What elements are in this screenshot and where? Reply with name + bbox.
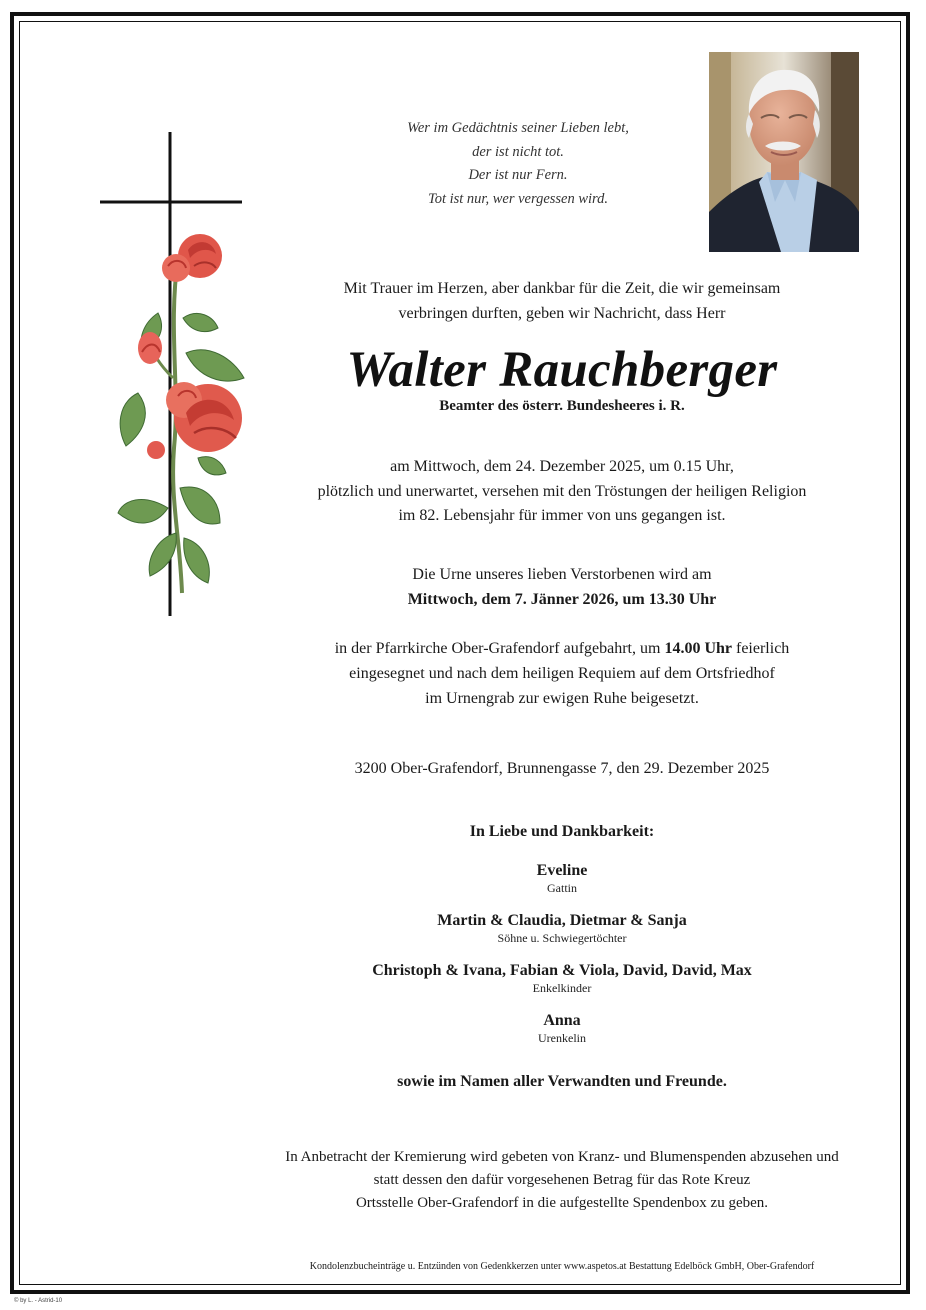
family-relation: Gattin	[547, 881, 577, 895]
donation-line: In Anbetracht der Kremierung wird gebeten von Kranz- und Blumenspenden abzusehen und	[285, 1149, 839, 1165]
poem-line: Wer im Gedächtnis seiner Lieben lebt,	[407, 120, 629, 136]
church-line-1	[262, 636, 862, 661]
deceased-name: Walter Rauchberger	[346, 342, 778, 398]
death-line: im 82. Lebensjahr für immer von uns gegangen ist.	[398, 507, 726, 524]
family-relation: Urenkelin	[538, 1031, 586, 1045]
love-heading: In Liebe und Dankbarkeit:	[469, 823, 655, 840]
poem-line: der ist nicht tot.	[472, 143, 564, 160]
deceased-title: Beamter des österr. Bundesheeres i. R.	[439, 398, 685, 414]
poem-line: Tot ist nur, wer vergessen wird.	[427, 190, 609, 207]
donation-line: statt dessen den dafür vorgesehenen Betrag für das Rote Kreuz	[373, 1172, 751, 1188]
family-names: Martin & Claudia, Dietmar & Sanja	[437, 912, 687, 929]
blessing-time: 14.00 Uhr	[664, 640, 732, 657]
intro-line: verbringen durften, geben wir Nachricht, dass Herr	[398, 305, 726, 322]
family-entry	[262, 1011, 862, 1046]
donation-notice	[232, 1146, 892, 1215]
urn-info	[262, 562, 862, 612]
portrait-photo	[709, 52, 859, 252]
death-notice	[262, 455, 862, 529]
intro-line: Mit Trauer im Herzen, aber dankbar für die Zeit, die wir gemeinsam	[343, 280, 781, 297]
donation-line: Ortsstelle Ober-Grafendorf in die aufgestellte Spendenbox zu geben.	[355, 1195, 769, 1211]
death-line: am Mittwoch, dem 24. Dezember 2025, um 0.15 Uhr,	[390, 458, 734, 475]
intro-text	[262, 276, 862, 326]
family-names: Christoph & Ivana, Fabian & Viola, David, David, Max	[372, 962, 752, 979]
church-line-3: im Urnengrab zur ewigen Ruhe beigesetzt.	[425, 690, 699, 707]
church-line-2: eingesegnet und nach dem heiligen Requiem auf dem Ortsfriedhof	[349, 665, 775, 682]
urn-date: Mittwoch, dem 7. Jänner 2026, um 13.30 Uhr	[407, 591, 717, 608]
church-info	[262, 636, 862, 711]
family-names: Eveline	[536, 862, 588, 879]
rose-large	[166, 382, 242, 452]
rose-small	[147, 441, 165, 459]
church-text: in der Pfarrkirche Ober-Grafendorf aufgebahrt, um	[334, 640, 665, 657]
urn-line: Die Urne unseres lieben Verstorbenen wird am	[412, 566, 712, 583]
cross-with-roses-illustration	[98, 128, 268, 628]
family-relation: Enkelkinder	[532, 981, 592, 995]
also-on-behalf: sowie im Namen aller Verwandten und Freunde.	[397, 1073, 727, 1090]
family-entry	[262, 961, 862, 996]
family-names: Anna	[543, 1012, 581, 1029]
rose-bud	[138, 332, 162, 364]
poem-line: Der ist nur Fern.	[468, 167, 568, 183]
footer-text: Kondolenzbucheinträge u. Entzünden von Gedenkkerzen unter www.aspetos.at Bestattung Edelböck GmbH, Ober-Grafendorf	[309, 1261, 815, 1272]
place-date: 3200 Ober-Grafendorf, Brunnengasse 7, den 29. Dezember 2025	[354, 760, 770, 777]
print-mark: © by L. - Astrid-10	[14, 1298, 63, 1304]
memorial-poem	[300, 117, 736, 211]
family-entry	[262, 911, 862, 946]
church-text: feierlich	[732, 640, 790, 657]
family-relation: Söhne u. Schwiegertöchter	[497, 931, 627, 945]
death-line: plötzlich und unerwartet, versehen mit den Tröstungen der heiligen Religion	[317, 482, 807, 500]
family-entry	[262, 861, 862, 896]
